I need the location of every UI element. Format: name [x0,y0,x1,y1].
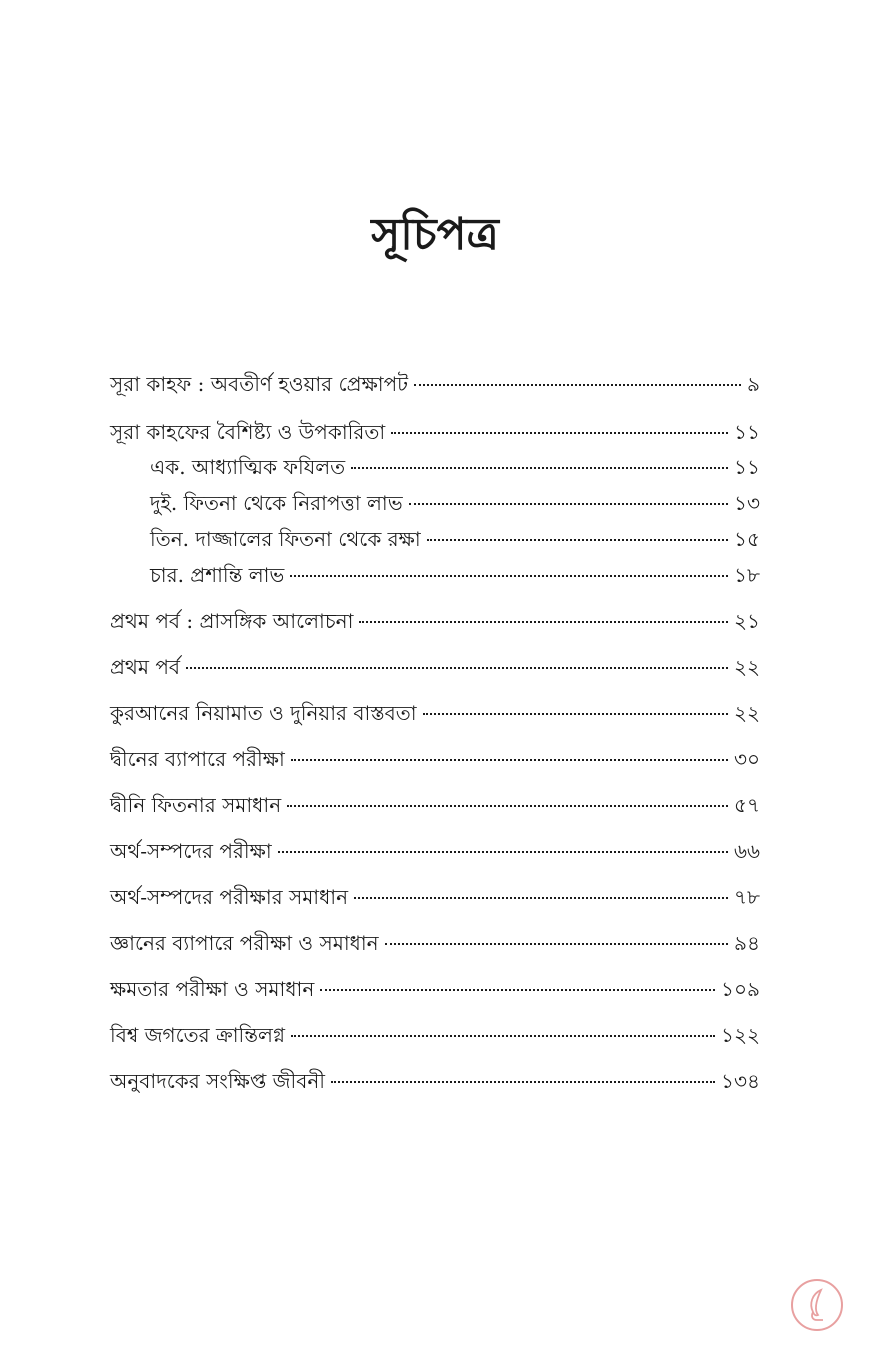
toc-entry-label: প্রথম পর্ব : প্রাসঙ্গিক আলোচনা [110,609,354,633]
dot-leader [427,539,728,541]
toc-entry-label: অনুবাদকের সংক্ষিপ্ত জীবনী [110,1069,326,1093]
toc-entry [110,370,760,398]
dot-leader [320,989,715,991]
toc-entry-page-number: ১৫ [734,527,760,551]
toc-entry [110,791,760,819]
toc-entry-label: এক. আধ্যাত্মিক ফযিলত [150,455,346,479]
toc-entry [150,453,760,481]
dot-leader [354,897,728,899]
dot-leader [290,575,728,577]
toc-entry-label: দ্বীনি ফিতনার সমাধান [110,793,282,817]
toc-entry [110,418,760,446]
dot-leader [351,467,728,469]
dot-leader [331,1081,715,1083]
toc-entry [150,561,760,589]
dot-leader [409,503,728,505]
toc-entry [110,699,760,727]
toc-entry-page-number: ১১ [734,455,760,479]
dot-leader [278,851,728,853]
toc-entry-page-number: ১৩৪ [721,1069,760,1093]
dot-leader [291,1035,715,1037]
dot-leader [385,943,728,945]
toc-entry-page-number: ১৮ [734,563,760,587]
toc-entry-label: প্রথম পর্ব [110,655,181,679]
toc-entry-page-number: ২২ [733,655,760,679]
dot-leader [359,621,728,623]
toc-entry-label: বিশ্ব জগতের ক্রান্তিলগ্ন [110,1023,285,1047]
toc-entry-label: কুরআনের নিয়ামাত ও দুনিয়ার বাস্তবতা [110,701,417,725]
toc-entry-label: সূরা কাহফের বৈশিষ্ট্য ও উপকারিতা [110,420,386,444]
toc-entry [110,929,760,957]
toc-entry-label: সূরা কাহফ : অবতীর্ণ হওয়ার প্রেক্ষাপট [110,372,409,396]
toc-entry [110,975,760,1003]
toc-entry-label: দ্বীনের ব্যাপারে পরীক্ষা [110,747,285,771]
toc-entry-page-number: ১১ [734,420,760,444]
toc-entry-label: চার. প্রশান্তি লাভ [150,563,285,587]
toc-entry-page-number: ৩০ [733,747,760,771]
toc-entry-page-number: ১০৯ [721,977,760,1001]
dot-leader [287,805,728,807]
toc-entry [110,1067,760,1095]
toc-entry-page-number: ৭৮ [734,885,760,909]
toc-entry-page-number: ২২ [733,701,760,725]
toc-entry [150,489,760,517]
dot-leader [391,432,728,434]
toc-entry [110,745,760,773]
toc-entry-page-number: ২১ [734,609,760,633]
toc-entry-page-number: ৬৬ [733,839,760,863]
publisher-logo-icon [790,1278,844,1332]
toc-entry [150,525,760,553]
dot-leader [186,667,728,669]
dot-leader [414,384,741,386]
toc-entry [110,607,760,635]
toc-entry-label: অর্থ-সম্পদের পরীক্ষা [110,839,272,863]
toc-entry-page-number: ১৩ [734,491,760,515]
toc-entry-label: অর্থ-সম্পদের পরীক্ষার সমাধান [110,885,349,909]
toc-entry-page-number: ১২২ [721,1023,760,1047]
dot-leader [291,759,728,761]
toc-entry [110,837,760,865]
toc-entry-page-number: ৫৭ [734,793,760,817]
toc-entry [110,883,760,911]
page-title: সূচিপত্র [371,209,499,260]
toc-entry-label: জ্ঞানের ব্যাপারে পরীক্ষা ও সমাধান [110,931,379,955]
toc-entry-page-number: ৯৪ [734,931,760,955]
toc-entry-label: তিন. দাজ্জালের ফিতনা থেকে রক্ষা [150,527,421,551]
toc-entry-label: দুই. ফিতনা থেকে নিরাপত্তা লাভ [150,491,403,515]
toc-entry [110,1021,760,1049]
toc-entry-label: ক্ষমতার পরীক্ষা ও সমাধান [110,977,315,1001]
toc-entry [110,653,760,681]
toc-entry-page-number: ৯ [747,372,760,396]
dot-leader [423,713,728,715]
